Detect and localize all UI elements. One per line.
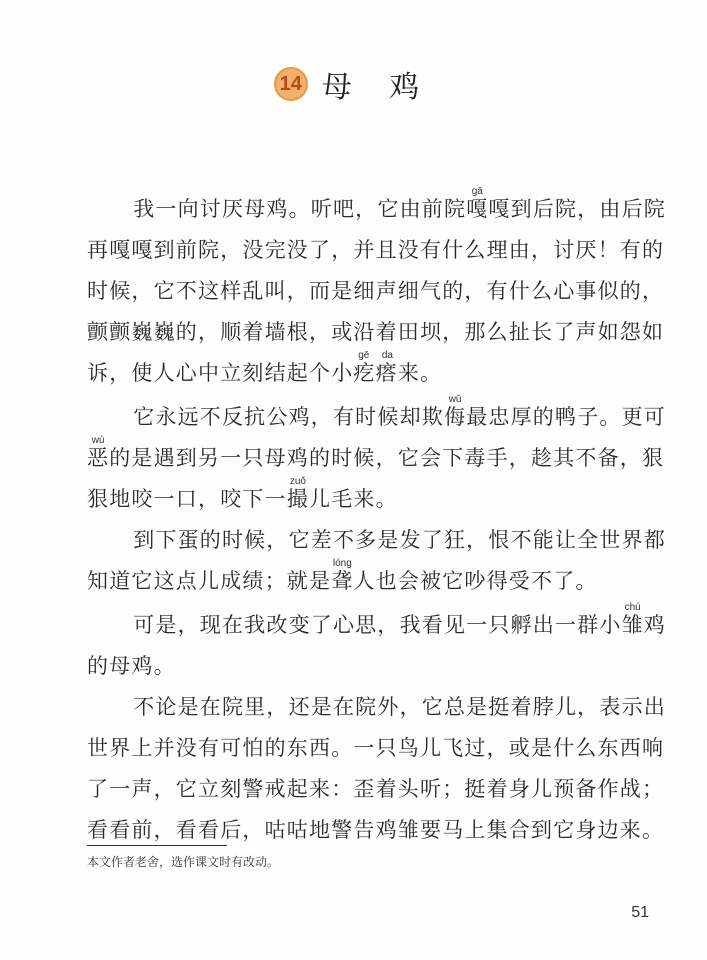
pinyin-annotation [331,558,354,593]
annotated-character: 疙瘩 [353,361,398,385]
paragraph [87,687,677,851]
pinyin: lóng [331,558,354,569]
paragraph [87,520,677,602]
paragraph [87,186,677,394]
text-segment: 到下蛋的时候，它差不多是发了狂，恨不能让全世界都知道它这点儿成绩；就是 [87,528,666,593]
paragraph [87,602,677,687]
pinyin-annotation [286,476,310,511]
annotated-character: 恶 [87,446,110,470]
text-segment: 来。 [397,361,443,385]
text-segment: 嘎到后院，由后院再嘎嘎到前院，没完没了，并且没有什么理由，讨厌！有的时候，它不这样乱叫，而是细声细气的，有什么心事似的，颤颤巍巍的，顺着墙根，或沿着田坝，那么扯长了声如怨如诉，使人心中立刻结起个小 [87,197,666,385]
pinyin-annotation [353,350,398,385]
pinyin-annotation [466,186,489,221]
footnote-divider [87,845,227,846]
pinyin: chú [621,602,644,613]
page-number: 51 [631,904,649,921]
pinyin-annotation [444,394,467,429]
text-segment: 我一向讨厌母鸡。听吧，它由前院 [133,197,467,221]
annotated-character: 聋 [331,569,354,593]
lesson-title: 母 鸡 [321,70,434,105]
text-segment: 儿毛来。 [309,487,398,511]
footnote: 本文作者老舍，选作课文时有改动。 [87,855,280,869]
annotated-character: 侮 [444,405,467,429]
annotated-character: 撮 [286,487,310,511]
annotated-character: 嘎 [466,197,489,221]
text-segment: 人也会被它吵得受不了。 [353,569,598,593]
lesson-number-badge [274,67,308,101]
text-segment: 不论是在院里，还是在院外，它总是挺着脖儿，表示出世界上并没有可怕的东西。一只鸟儿飞过，或是什么东西响了一声，它立刻警戒起来：歪着头听；挺着身儿预备作战；看看前，看看后，咕咕地警告鸡雏要马上集合到它身边来。 [87,695,666,842]
paragraph [87,394,677,520]
lesson-number: 14 [279,72,302,95]
pinyin-annotation [87,435,110,470]
text-segment: 鸡的母鸡。 [87,613,666,678]
pinyin-annotation [621,602,644,637]
pinyin: zuǒ [286,476,309,487]
lesson-header [0,62,707,106]
article-body [87,186,677,851]
text-segment: 的是遇到另一只母鸡的时候，它会下毒手，趁其不备，狠狠地咬一口，咬下一 [87,446,665,511]
pinyin: wù [87,435,110,446]
text-segment: 可是，现在我改变了心思，我看见一只孵出一群小 [133,613,622,637]
pinyin: wǔ [444,394,467,405]
pinyin: gē da [353,350,398,361]
text-segment: 它永远不反抗公鸡，有时候却欺 [133,405,444,429]
annotated-character: 雏 [621,613,644,637]
pinyin: gā [466,186,489,197]
text-segment: 最忠厚的鸭子。更可 [466,405,667,429]
